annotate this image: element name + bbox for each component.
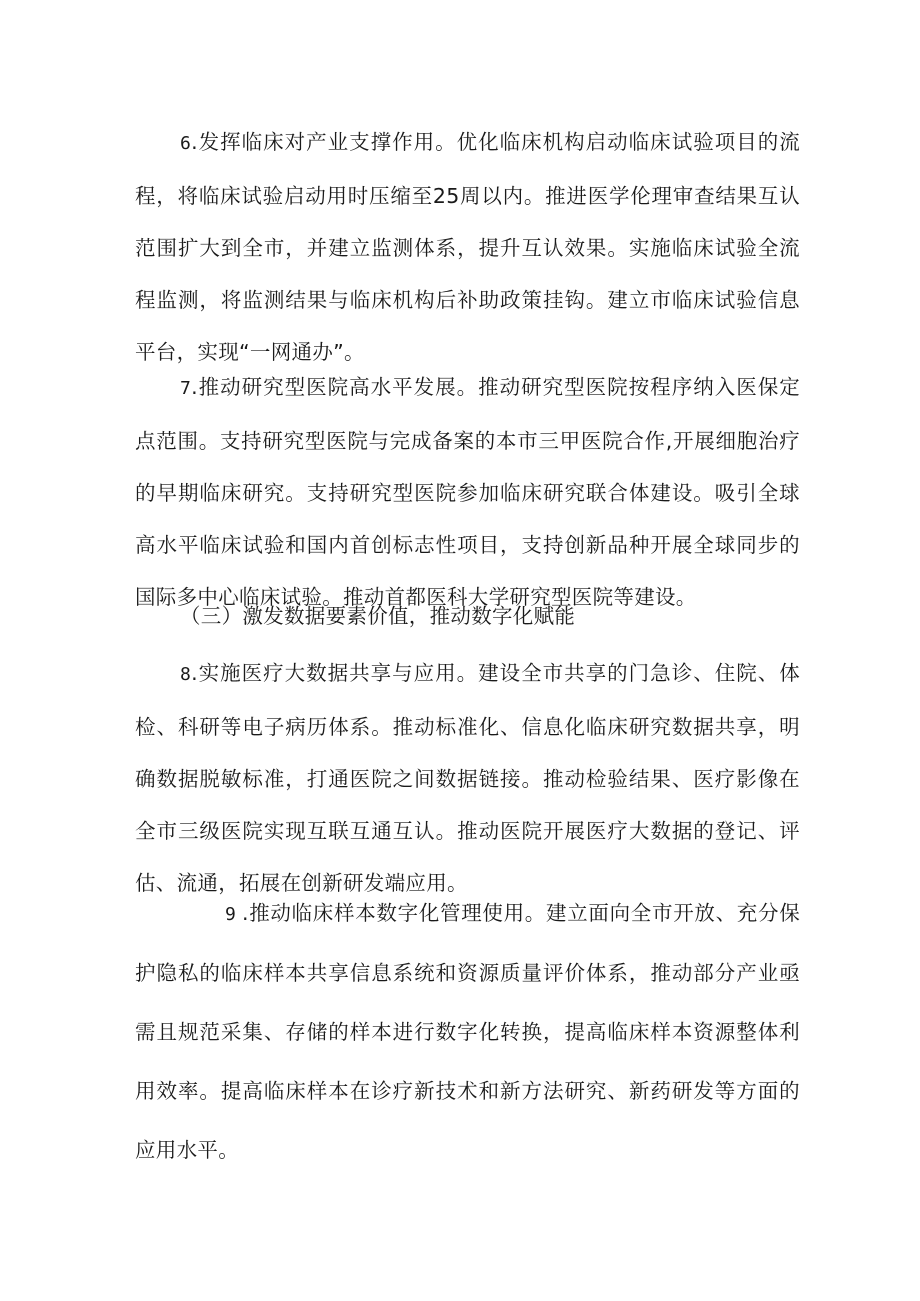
paragraph-text: .推动临床样本数字化管理使用。建立面向全市开放、充分保护隐私的临床样本共享信息系统和资源质量评价体系，推动部分产业亟需且规范采集、存储的样本进行数字化转换，提高临床样本资源整体利用效率。提高临床样本在诊疗新技术和新方法研究、新药研发等方面的应用水平。 <box>135 901 800 1162</box>
item-number: 6 <box>180 133 192 154</box>
section-heading: （三）激发数据要素价值，推动数字化赋能 <box>180 604 576 628</box>
paragraph-text: .实施医疗大数据共享与应用。建设全市共享的门急诊、住院、体检、科研等电子病历体系。推动标准化、信息化临床研究数据共享，明确数据脱敏标准，打通医院之间数据链接。推动检验结果、医疗影像在全市三级医院实现互联互通互认。推动医院开展医疗大数据的登记、评估、流通，拓展在创新研发端应用。 <box>135 661 800 895</box>
paragraph-item-9 <box>135 884 800 1180</box>
item-number: 9 <box>225 904 237 925</box>
paragraph-text: .发挥临床对产业支撑作用。优化临床机构启动临床试验项目的流程，将临床试验启动用时压缩至25周以内。推进医学伦理审查结果互认范围扩大到全市，并建立监测体系，提升互认效果。实施临床试验全流程监测，将监测结果与临床机构后补助政策挂钩。建立市临床试验信息平台，实现“一网通办”。 <box>135 130 800 364</box>
paragraph-item-6 <box>135 116 800 378</box>
paragraph-text: .推动研究型医院高水平发展。推动研究型医院按程序纳入医保定点范围。支持研究型医院与完成备案的本市三甲医院合作,开展细胞治疗的早期临床研究。支持研究型医院参加临床研究联合体建设。吸引全球高水平临床试验和国内首创标志性项目，支持创新品种开展全球同步的国际多中心临床试验。推动首都医科大学研究型医院等建设。 <box>135 375 800 609</box>
paragraph-item-8 <box>135 647 800 909</box>
item-number: 8 <box>180 664 192 685</box>
item-number: 7 <box>180 378 192 399</box>
paragraph-item-7 <box>135 361 800 623</box>
